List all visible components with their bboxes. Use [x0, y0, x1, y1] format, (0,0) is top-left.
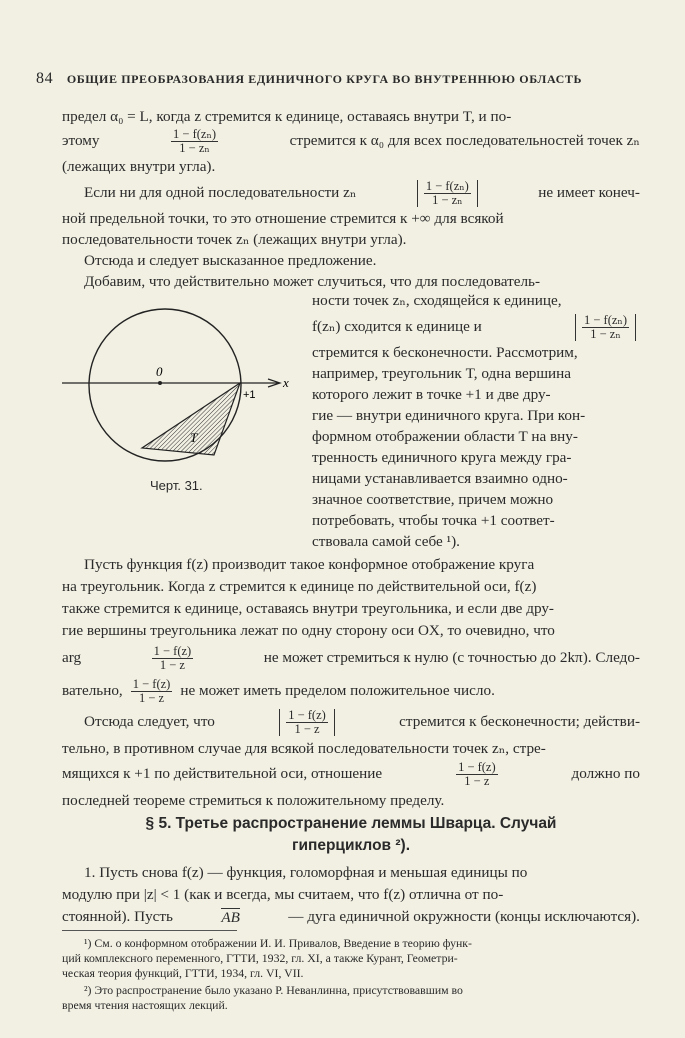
fraction — [152, 645, 194, 672]
footnote-line — [84, 983, 640, 997]
text-run: ческая теория функций, ГТТИ, 1934, гл. VI, VII. — [62, 966, 304, 980]
text-line — [312, 292, 640, 310]
text-line — [62, 676, 640, 705]
footnote-line — [62, 951, 640, 965]
text-line — [312, 407, 640, 425]
text-run: ²) Это распространение было указано Р. Неванлинна, присутствовавшим во — [84, 983, 463, 997]
origin-point — [158, 381, 162, 385]
denominator: 1 − z — [294, 721, 320, 736]
text-line — [84, 273, 640, 291]
section-heading-line-1: § 5. Третье распространение леммы Шварца. Случай — [145, 815, 557, 832]
denominator: 1 − zₙ — [179, 140, 210, 155]
fraction — [171, 128, 218, 155]
text-run: arg — [62, 649, 82, 666]
text-run: также стремится к единице, оставаясь внутри треугольника, и если две дру- — [62, 600, 554, 617]
absolute-value — [575, 314, 636, 341]
point-label: +1 — [243, 389, 256, 401]
text-run: ницами устанавливается взаимно одно- — [312, 470, 568, 487]
text-line — [312, 386, 640, 404]
fraction — [131, 678, 173, 705]
text-line — [62, 622, 640, 640]
page-number: 84 — [36, 70, 54, 87]
text-run: предел α₀ = L, когда z стремится к единице, оставаясь внутри T, и по- — [62, 108, 512, 125]
text-run: формном отображении области T на вну- — [312, 428, 578, 445]
text-line — [312, 365, 640, 383]
text-run: ¹) См. о конформном отображении И. И. Привалов, Введение в теорию функ- — [84, 936, 472, 950]
arc-label: AB — [221, 908, 240, 926]
axis-label: x — [283, 375, 289, 390]
text-line — [62, 759, 640, 788]
footnote-divider — [62, 930, 237, 931]
text-run: гие — внутри единичного круга. При кон- — [312, 407, 586, 424]
denominator: 1 − zₙ — [590, 326, 621, 341]
text-run: мящихся к +1 по действительной оси, отношение — [62, 765, 383, 782]
text-line — [62, 643, 640, 672]
denominator: 1 − z — [464, 773, 490, 788]
numerator: 1 − f(zₙ) — [584, 312, 627, 327]
text-line — [62, 126, 640, 155]
text-line — [84, 707, 640, 736]
text-run: ности точек zₙ, сходящейся к единице, — [312, 292, 562, 309]
text-run: время чтения настоящих лекций. — [62, 998, 228, 1012]
text-run: на треугольник. Когда z стремится к единице по действительной оси, f(z) — [62, 578, 537, 595]
text-run: Отсюда следует, что — [84, 713, 215, 730]
fraction — [582, 314, 629, 341]
text-run: которого лежит в точке +1 и две дру- — [312, 386, 551, 403]
text-line — [312, 491, 640, 509]
text-run: тренность единичного круга между гра- — [312, 449, 572, 466]
text-run: гие вершины треугольника лежат по одну сторону оси OX, то очевидно, что — [62, 622, 555, 639]
footnote-line — [62, 998, 640, 1012]
text-line — [312, 449, 640, 467]
text-line — [84, 252, 640, 270]
absolute-value — [417, 180, 478, 207]
text-line — [312, 428, 640, 446]
text-run: значное соответствие, причем можно — [312, 491, 554, 508]
denominator: 1 − z — [138, 690, 165, 705]
footnote-line — [62, 966, 640, 980]
origin-label: 0 — [156, 364, 163, 379]
fraction — [424, 180, 471, 207]
text-run: последней теореме стремиться к положительному пределу. — [62, 792, 445, 809]
text-run: стремится к α₀ для всех последовательностей точек zₙ — [289, 132, 640, 149]
text-run: потребовать, чтобы точка +1 соответ- — [312, 512, 555, 529]
text-run: стремится к бесконечности; действи- — [399, 713, 640, 730]
text-run: стремится к бесконечности. Рассмотрим, — [312, 344, 578, 361]
text-line — [62, 108, 640, 126]
text-run: (лежащих внутри угла). — [62, 158, 216, 175]
text-line — [62, 886, 640, 904]
fraction — [286, 709, 328, 736]
region-label: T — [190, 430, 198, 445]
text-line — [62, 210, 640, 228]
text-line — [312, 312, 640, 341]
text-line — [62, 600, 640, 618]
text-run: — дуга единичной окружности (концы исключаются). — [288, 908, 640, 925]
denominator: 1 − z — [159, 657, 185, 672]
text-run: тельно, в противном случае для всякой последовательности точек zₙ, стре- — [62, 740, 546, 757]
text-run: ствовала самой себе ¹). — [312, 533, 460, 550]
numerator: 1 − f(zₙ) — [173, 126, 217, 141]
text-line — [84, 178, 640, 207]
text-line — [62, 792, 640, 810]
text-line — [62, 740, 640, 758]
text-run: стоянной). Пусть — [62, 908, 173, 925]
text-run: Если ни для одной последовательности zₙ — [84, 184, 357, 201]
text-run: должно по — [571, 765, 640, 782]
text-line — [312, 512, 640, 530]
footnote-line — [84, 936, 640, 950]
text-run: ций комплексного переменного, ГТТИ, 1932, гл. XI, а также Курант, Геометри- — [62, 951, 458, 965]
text-line — [84, 556, 640, 574]
numerator: 1 − f(z) — [153, 643, 192, 658]
numerator: 1 − f(z) — [458, 759, 496, 774]
text-run: Добавим, что действительно может случиться, что для последователь- — [84, 273, 541, 290]
numerator: 1 − f(z) — [132, 676, 171, 691]
denominator: 1 − zₙ — [432, 192, 463, 207]
text-run: модулю при |z| < 1 (как и всегда, мы считаем, что f(z) отлична от по- — [62, 886, 504, 903]
text-run: 1. Пусть снова f(z) — функция, голоморфная и меньшая единицы по — [84, 864, 528, 881]
text-line — [62, 578, 640, 596]
text-line — [312, 470, 640, 488]
text-run: f(zₙ) сходится к единице и — [312, 318, 482, 335]
text-line — [312, 344, 640, 362]
text-run: не имеет конеч- — [538, 184, 640, 201]
numerator: 1 − f(z) — [288, 707, 326, 722]
text-run: Пусть функция f(z) производит такое конформное отображение круга — [84, 556, 535, 573]
text-line — [62, 158, 640, 176]
text-run: например, треугольник T, одна вершина — [312, 365, 572, 382]
text-line — [62, 231, 640, 249]
section-heading-line-2: гиперциклов ²). — [291, 837, 410, 854]
text-run: вательно, — [62, 682, 123, 699]
text-run: этому — [62, 132, 100, 149]
text-run: не может иметь пределом положительное число. — [180, 682, 495, 699]
text-line — [84, 864, 640, 882]
figure-caption: Черт. 31. — [150, 478, 203, 493]
text-run: не может стремиться к нулю (с точностью до 2kπ). Следо- — [263, 649, 640, 666]
text-line — [312, 533, 640, 551]
absolute-value — [279, 709, 335, 736]
text-run: ной предельной точки, то это отношение стремится к +∞ для всякой — [62, 210, 504, 227]
running-title: ОБЩИЕ ПРЕОБРАЗОВАНИЯ ЕДИНИЧНОГО КРУГА ВО ВНУТРЕННЮЮ ОБЛАСТЬ — [66, 72, 583, 86]
text-run: Отсюда и следует высказанное предложение. — [84, 252, 377, 269]
text-line — [62, 908, 640, 926]
fraction — [456, 761, 498, 788]
text-run: последовательности точек zₙ (лежащих внутри угла). — [62, 231, 407, 248]
numerator: 1 − f(zₙ) — [425, 178, 469, 193]
